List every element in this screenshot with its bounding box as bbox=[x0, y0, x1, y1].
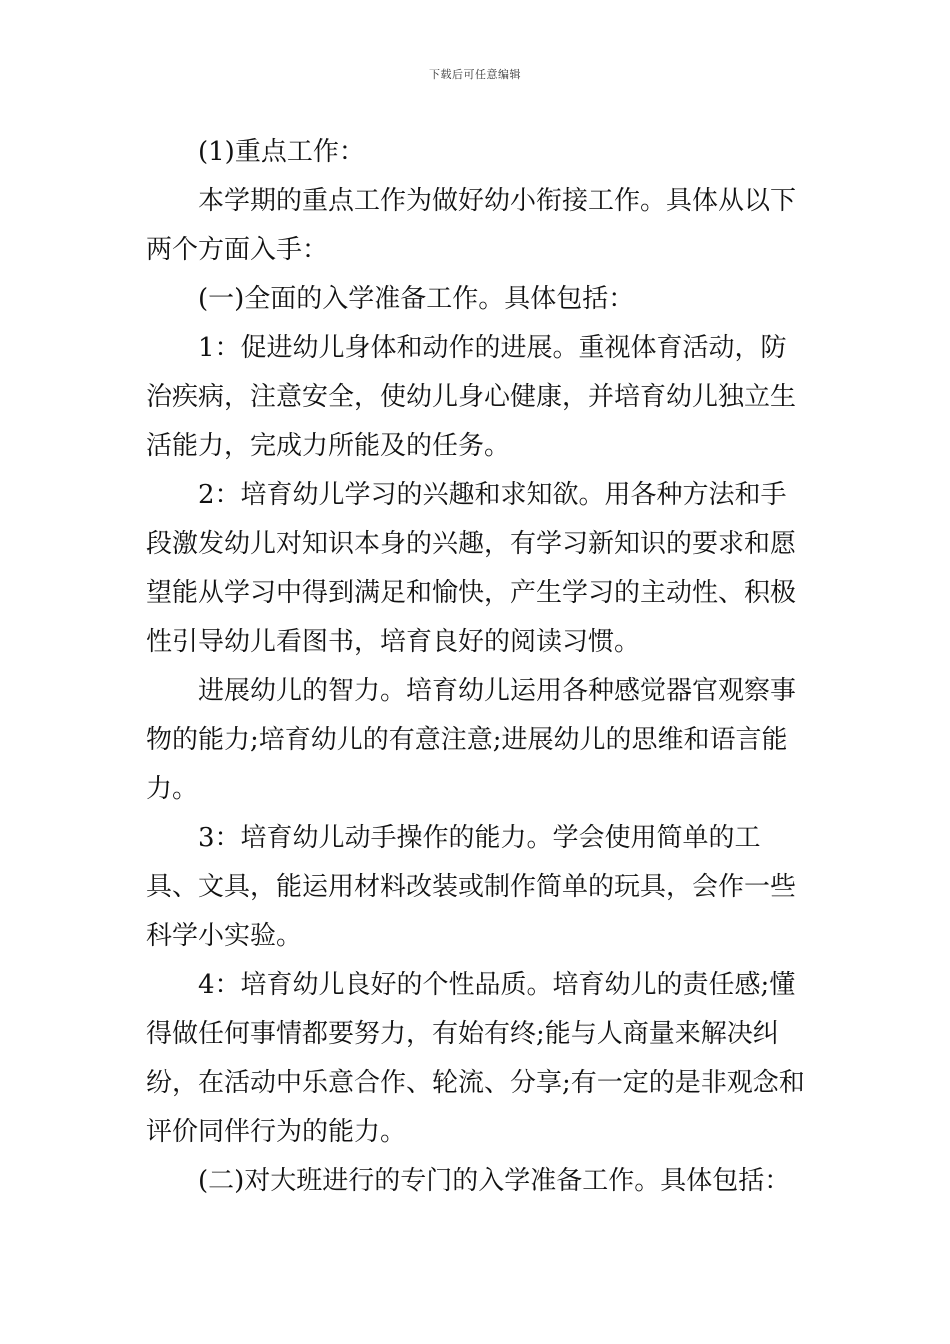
paragraph-item-1: 1：促进幼儿身体和动作的进展。重视体育活动，防治疾病，注意安全，使幼儿身心健康，并培育幼儿独立生活能力，完成力所能及的任务。 bbox=[146, 333, 797, 461]
paragraph-key-work-heading: (1)重点工作： bbox=[198, 137, 365, 167]
paragraph-item-2: 2：培育幼儿学习的兴趣和求知欲。用各种方法和手段激发幼儿对知识本身的兴趣，有学习新知识的要求和愿望能从学习中得到满足和愉快，产生学习的主动性、积极性引导幼儿看图书，培育良好的阅读习惯。 bbox=[146, 480, 797, 657]
document-body bbox=[146, 128, 811, 1206]
paragraph-intelligence: 进展幼儿的智力。培育幼儿运用各种感觉器官观察事物的能力;培育幼儿的有意注意;进展幼儿的思维和语言能力。 bbox=[146, 676, 797, 804]
paragraph-section-one-heading: (一)全面的入学准备工作。具体包括： bbox=[198, 284, 635, 314]
paragraph-item-4: 4：培育幼儿良好的个性品质。培育幼儿的责任感;懂得做任何事情都要努力，有始有终;能与人商量来解决纠纷，在活动中乐意合作、轮流、分享;有一定的是非观念和评价同伴行为的能力。 bbox=[146, 970, 805, 1147]
header-note: 下载后可任意编辑 bbox=[429, 68, 521, 81]
paragraph-item-3: 3：培育幼儿动手操作的能力。学会使用简单的工具、文具，能运用材料改装或制作简单的玩具，会作一些科学小实验。 bbox=[146, 823, 797, 951]
paragraph-semester-focus: 本学期的重点工作为做好幼小衔接工作。具体从以下两个方面入手： bbox=[146, 186, 797, 265]
paragraph-section-two-heading: (二)对大班进行的专门的入学准备工作。具体包括： bbox=[198, 1166, 791, 1196]
